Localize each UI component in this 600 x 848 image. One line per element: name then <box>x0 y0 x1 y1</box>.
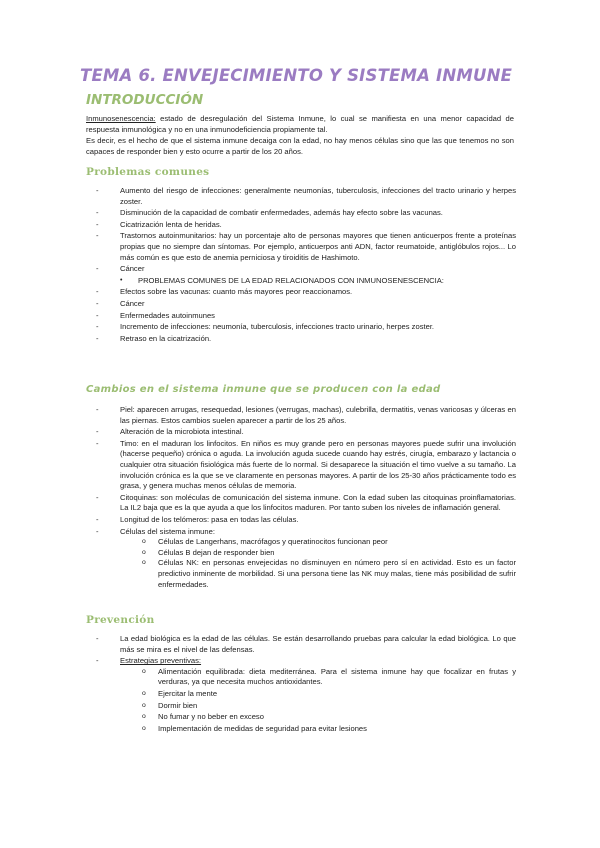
heading-cambios: Cambios en el sistema inmune que se producen con la edad <box>86 384 441 395</box>
list-item: o Células de Langerhans, macrófagos y queratinocitos funcionan peor <box>86 537 516 548</box>
list-item: o Implementación de medidas de seguridad para evitar lesiones <box>86 724 516 735</box>
heading-problemas: Problemas comunes <box>86 166 210 178</box>
list-item: - Longitud de los telómeros: pasa en todas las células. <box>86 515 516 526</box>
list-item: o Células NK: en personas envejecidas no disminuyen en número pero sí en actividad. Esto es un factor predictivo inminente de morbilidad. Si una persona tiene las NK muy malas, tiene más posibilidad de sufrir enfermedades. <box>86 558 516 590</box>
list-item: o Ejercitar la mente <box>86 689 516 700</box>
list-item: - Citoquinas: son moléculas de comunicación del sistema inmune. Con la edad suben las citoquinas proinflamatorias. La IL2 baja que es la que ayuda a que los linfocitos maduren. Por tanto suben los niveles de inflamación general. <box>86 493 516 514</box>
list-item: • PROBLEMAS COMUNES DE LA EDAD RELACIONADOS CON INMUNOSENESCENCIA: <box>86 276 516 287</box>
list-item: - Cáncer <box>86 264 516 275</box>
list-item: - Disminución de la capacidad de combatir enfermedades, además hay efecto sobre las vacunas. <box>86 208 516 219</box>
list-item: - Retraso en la cicatrización. <box>86 334 516 345</box>
problemas-list <box>86 186 516 344</box>
list-item: o Alimentación equilibrada: dieta mediterránea. Para el sistema inmune hay que focalizar en frutas y verduras, ya que necesita muchos antioxidantes. <box>86 667 516 688</box>
list-item: - Alteración de la microbiota intestinal. <box>86 427 516 438</box>
list-item: o Dormir bien <box>86 701 516 712</box>
list-item: - Cáncer <box>86 299 516 310</box>
intro-definition-text: estado de desregulación del Sistema Inmune, lo cual se manifiesta en una menor capacidad de respuesta inmunológica y no en una inmunodeficiencia propiamente tal. <box>86 114 514 134</box>
list-item: o No fumar y no beber en exceso <box>86 712 516 723</box>
strategies-label: Estrategias preventivas: <box>120 656 202 666</box>
list-item: - Cicatrización lenta de heridas. <box>86 220 516 231</box>
intro-term: Inmunosenescencia: <box>86 114 156 123</box>
list-item: - Células del sistema inmune: <box>86 527 516 538</box>
list-item: - Enfermedades autoinmunes <box>86 311 516 322</box>
list-item: - Piel: aparecen arrugas, resequedad, lesiones (verrugas, machas), culebrilla, dermatitis, venas varicosas y úlceras en las piernas. Estos cambios suelen aparecer a partir de los 25 años. <box>86 405 516 426</box>
list-item: o Células B dejan de responder bien <box>86 548 516 559</box>
list-item: - Incremento de infecciones: neumonía, tuberculosis, infecciones tracto urinario, herpes zoster. <box>86 322 516 333</box>
list-item: - Trastornos autoinmunitarios: hay un porcentaje alto de personas mayores que tienen anticuerpos frente a proteínas propias que no siempre dan síntomas. Por ejemplo, anticuerpos anti ADN, factor reumatoide, antiglóbulos rojos... Lo más común es que esto de anemia perniciosa y tiroiditis de Hashimoto. <box>86 231 516 263</box>
list-item: - Aumento del riesgo de infecciones: generalmente neumonías, tuberculosis, infecciones del tracto urinario y herpes zoster. <box>86 186 516 207</box>
heading-prevencion: Prevención <box>86 614 155 626</box>
cambios-list <box>86 405 516 590</box>
page-title: TEMA 6. ENVEJECIMIENTO Y SISTEMA INMUNE <box>80 66 513 85</box>
list-item: - Timo: en el maduran los linfocitos. En niños es muy grande pero en personas mayores puede sufrir una involución (hacerse pequeño) crónica o aguda. La involución aguda sucede cuando hay estrés, cirugía, embarazo y lactancia o cualquier otra situación fisiológica más fuerte de lo normal. Si desaparece la situación el timo vuelve a su tamaño. La involución crónica es la que se ve claramente en personas mayores. A partir de los 25-30 años prácticamente todo es grasa, y genera muchas menos células de memoria. <box>86 439 516 492</box>
list-item: - La edad biológica es la edad de las células. Se están desarrollando pruebas para calcular la edad biológica. Lo que más se mira es el nivel de las defensas. <box>86 634 516 655</box>
list-item <box>86 656 516 667</box>
list-item: - Efectos sobre las vacunas: cuanto más mayores peor reaccionamos. <box>86 287 516 298</box>
prevencion-list <box>86 634 516 734</box>
heading-introduccion: INTRODUCCIÓN <box>86 92 204 108</box>
intro-definition <box>86 114 514 135</box>
intro-explanation: Es decir, es el hecho de que el sistema inmune decaiga con la edad, no hay menos células sino que las que tenemos no son capaces de responder bien y esto ocurre a partir de los 20 años. <box>86 136 514 156</box>
